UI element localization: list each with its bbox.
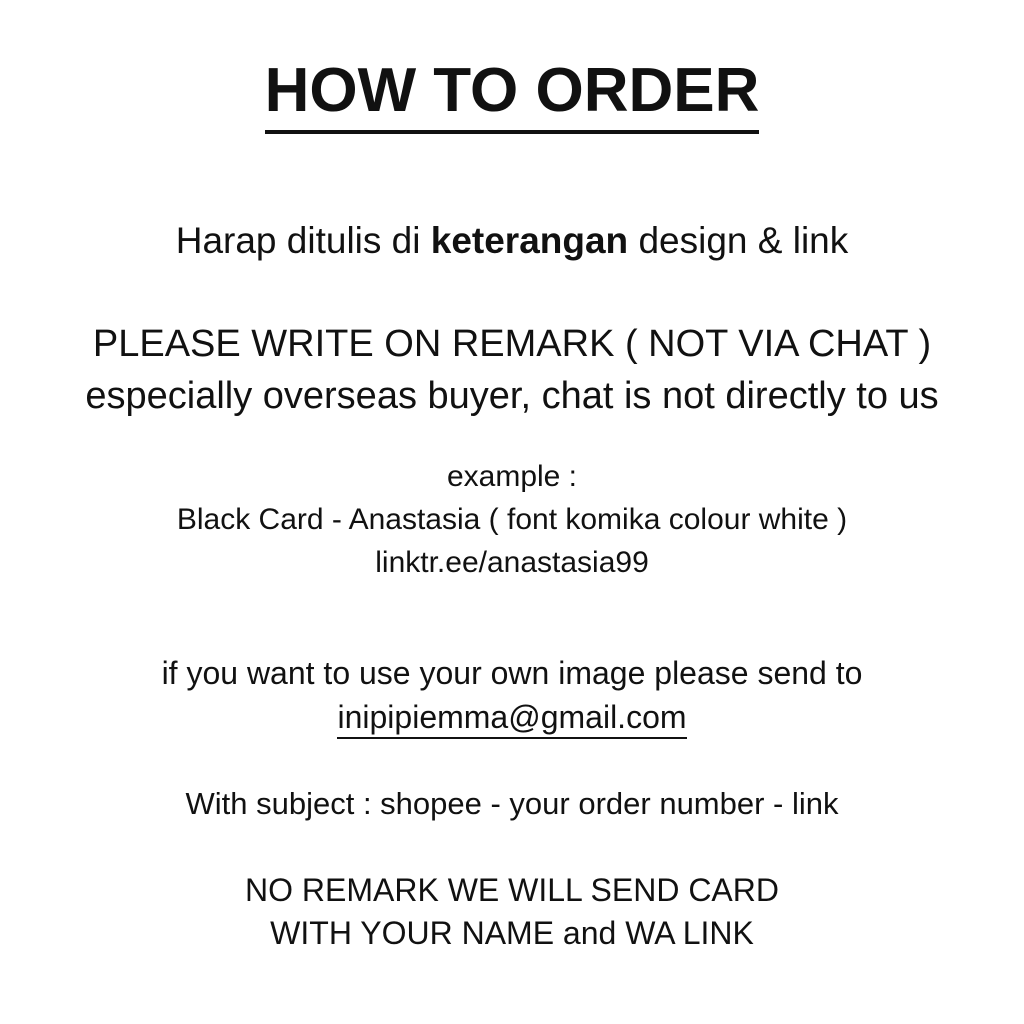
- example-link: linktr.ee/anastasia99: [375, 546, 649, 579]
- no-remark-line-2: WITH YOUR NAME and WA LINK: [270, 915, 754, 951]
- own-image-instruction: if you want to use your own image please send to: [161, 655, 863, 691]
- remark-notice-line-2: especially overseas buyer, chat is not directly to us: [85, 375, 939, 417]
- page-title: [0, 56, 1024, 134]
- email-link[interactable]: inipipiemma@gmail.com: [337, 699, 686, 739]
- remark-notice-line-1: PLEASE WRITE ON REMARK ( NOT VIA CHAT ): [92, 323, 932, 365]
- subject-instruction: With subject : shopee - your order number - link: [185, 786, 839, 821]
- page-title-text: HOW TO ORDER: [265, 60, 760, 134]
- example-label: example :: [446, 460, 578, 493]
- indonesian-instruction-start: Harap ditulis di: [175, 220, 431, 261]
- email-line: [0, 699, 1024, 736]
- indonesian-instruction-end: design & link: [628, 220, 849, 261]
- indonesian-instruction: [0, 220, 1024, 262]
- no-remark-line-1: NO REMARK WE WILL SEND CARD: [245, 872, 779, 908]
- indonesian-instruction-keyword: keterangan: [430, 220, 629, 261]
- example-card: Black Card - Anastasia ( font komika colour white ): [176, 503, 848, 536]
